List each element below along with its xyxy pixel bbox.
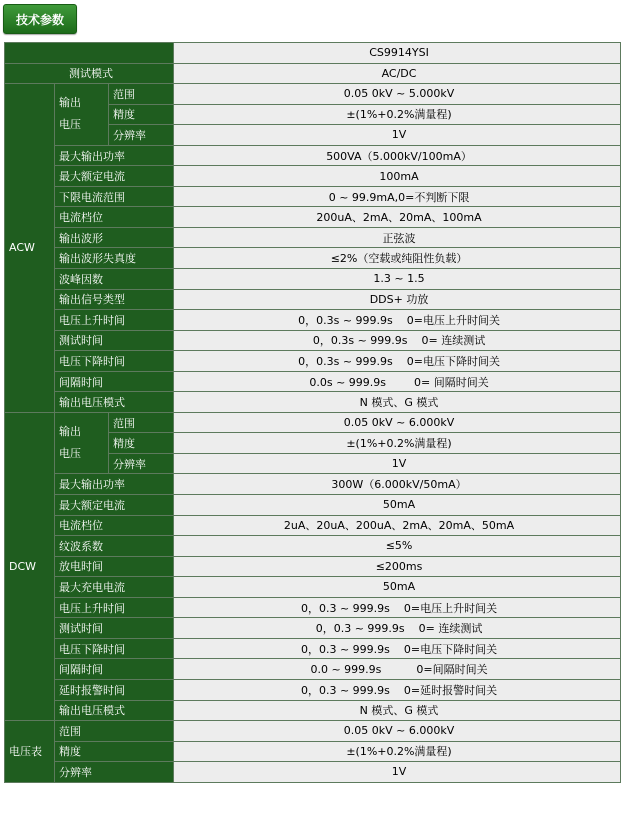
dcw-output-voltage-label: 输出 电压 (55, 412, 109, 474)
table-row (5, 618, 621, 639)
acw-row-label: 输出信号类型 (55, 289, 174, 310)
acw-sub-value: 0.05 0kV ~ 5.000kV (174, 84, 621, 105)
dcw-row-value: 300W（6.000kV/50mA） (174, 474, 621, 495)
acw-row-label: 电压上升时间 (55, 310, 174, 331)
acw-row-label: 输出波形失真度 (55, 248, 174, 269)
voltmeter-row-label: 精度 (55, 741, 174, 762)
table-row (5, 597, 621, 618)
test-mode-label: 测试模式 (5, 63, 174, 84)
table-row (5, 721, 621, 742)
acw-row-label: 测试时间 (55, 330, 174, 351)
table-row (5, 638, 621, 659)
voltmeter-row-value: ±(1%+0.2%满量程) (174, 741, 621, 762)
dcw-row-value: 50mA (174, 495, 621, 516)
table-row (5, 556, 621, 577)
dcw-row-label: 间隔时间 (55, 659, 174, 680)
acw-row-value: 500VA（5.000kV/100mA） (174, 145, 621, 166)
dcw-row-label: 延时报警时间 (55, 679, 174, 700)
acw-row-value: 100mA (174, 166, 621, 187)
table-row (5, 515, 621, 536)
dcw-sub-value: 0.05 0kV ~ 6.000kV (174, 412, 621, 433)
table-row (5, 330, 621, 351)
table-row (5, 145, 621, 166)
table-row (5, 679, 621, 700)
dcw-row-value: ≤5% (174, 536, 621, 557)
acw-row-label: 最大额定电流 (55, 166, 174, 187)
acw-row-label: 电流档位 (55, 207, 174, 228)
table-row (5, 412, 621, 433)
acw-sub-label: 精度 (109, 104, 174, 125)
acw-row-value: DDS+ 功放 (174, 289, 621, 310)
tech-params-tab[interactable]: 技术参数 (3, 4, 77, 34)
dcw-row-label: 放电时间 (55, 556, 174, 577)
table-row (5, 474, 621, 495)
table-row (5, 84, 621, 105)
acw-row-label: 间隔时间 (55, 371, 174, 392)
table-row (5, 207, 621, 228)
table-row (5, 392, 621, 413)
dcw-row-value: 0.0 ~ 999.9s 0=间隔时间关 (174, 659, 621, 680)
acw-row-label: 电压下降时间 (55, 351, 174, 372)
voltmeter-section-label: 电压表 (5, 721, 55, 783)
acw-row-label: 下限电流范围 (55, 186, 174, 207)
voltmeter-row-value: 0.05 0kV ~ 6.000kV (174, 721, 621, 742)
voltmeter-row-value: 1V (174, 762, 621, 783)
table-row (5, 248, 621, 269)
dcw-row-value: 0，0.3 ~ 999.9s 0= 连续测试 (174, 618, 621, 639)
table-row (5, 351, 621, 372)
table-row (5, 577, 621, 598)
acw-sub-value: ±(1%+0.2%满量程) (174, 104, 621, 125)
acw-sub-label: 分辨率 (109, 125, 174, 146)
acw-row-label: 输出波形 (55, 227, 174, 248)
table-row (5, 166, 621, 187)
dcw-sub-label: 范围 (109, 412, 174, 433)
spec-table (4, 42, 621, 783)
dcw-row-label: 输出电压模式 (55, 700, 174, 721)
dcw-row-label: 电压下降时间 (55, 638, 174, 659)
acw-row-value: 0，0.3s ~ 999.9s 0=电压下降时间关 (174, 351, 621, 372)
dcw-row-value: N 模式、G 模式 (174, 700, 621, 721)
acw-row-label: 波峰因数 (55, 269, 174, 290)
acw-row-label: 输出电压模式 (55, 392, 174, 413)
dcw-sub-label: 精度 (109, 433, 174, 454)
voltmeter-row-label: 分辨率 (55, 762, 174, 783)
acw-row-value: 1.3 ~ 1.5 (174, 269, 621, 290)
dcw-row-label: 最大额定电流 (55, 495, 174, 516)
dcw-row-value: 2uA、20uA、200uA、2mA、20mA、50mA (174, 515, 621, 536)
acw-output-voltage-label: 输出 电压 (55, 84, 109, 146)
dcw-sub-label: 分辨率 (109, 453, 174, 474)
voltmeter-row-label: 范围 (55, 721, 174, 742)
dcw-row-label: 电流档位 (55, 515, 174, 536)
table-row (5, 227, 621, 248)
dcw-row-value: 0，0.3 ~ 999.9s 0=延时报警时间关 (174, 679, 621, 700)
table-row (5, 700, 621, 721)
table-row (5, 371, 621, 392)
dcw-row-label: 最大输出功率 (55, 474, 174, 495)
acw-row-value: 正弦波 (174, 227, 621, 248)
acw-sub-value: 1V (174, 125, 621, 146)
dcw-sub-value: 1V (174, 453, 621, 474)
table-row (5, 269, 621, 290)
dcw-row-value: ≤200ms (174, 556, 621, 577)
dcw-row-value: 0，0.3 ~ 999.9s 0=电压下降时间关 (174, 638, 621, 659)
acw-row-label: 最大输出功率 (55, 145, 174, 166)
table-row (5, 495, 621, 516)
table-row (5, 186, 621, 207)
acw-row-value: 200uA、2mA、20mA、100mA (174, 207, 621, 228)
dcw-row-label: 测试时间 (55, 618, 174, 639)
model-header-cell (5, 43, 174, 64)
dcw-sub-value: ±(1%+0.2%满量程) (174, 433, 621, 454)
table-row (5, 536, 621, 557)
dcw-row-label: 最大充电电流 (55, 577, 174, 598)
acw-section-label: ACW (5, 84, 55, 413)
model-value: CS9914YSI (174, 43, 621, 64)
model-row (5, 43, 621, 64)
table-row (5, 741, 621, 762)
dcw-row-label: 纹波系数 (55, 536, 174, 557)
table-row (5, 659, 621, 680)
dcw-row-value: 50mA (174, 577, 621, 598)
acw-row-value: 0 ~ 99.9mA,0=不判断下限 (174, 186, 621, 207)
table-row (5, 289, 621, 310)
acw-row-value: 0，0.3s ~ 999.9s 0=电压上升时间关 (174, 310, 621, 331)
table-row (5, 310, 621, 331)
test-mode-row (5, 63, 621, 84)
dcw-row-value: 0，0.3 ~ 999.9s 0=电压上升时间关 (174, 597, 621, 618)
acw-row-value: 0，0.3s ~ 999.9s 0= 连续测试 (174, 330, 621, 351)
dcw-row-label: 电压上升时间 (55, 597, 174, 618)
table-row (5, 762, 621, 783)
acw-row-value: ≤2%（空载或纯阻性负载） (174, 248, 621, 269)
test-mode-value: AC/DC (174, 63, 621, 84)
dcw-section-label: DCW (5, 412, 55, 720)
acw-row-value: 0.0s ~ 999.9s 0= 间隔时间关 (174, 371, 621, 392)
acw-sub-label: 范围 (109, 84, 174, 105)
acw-row-value: N 模式、G 模式 (174, 392, 621, 413)
